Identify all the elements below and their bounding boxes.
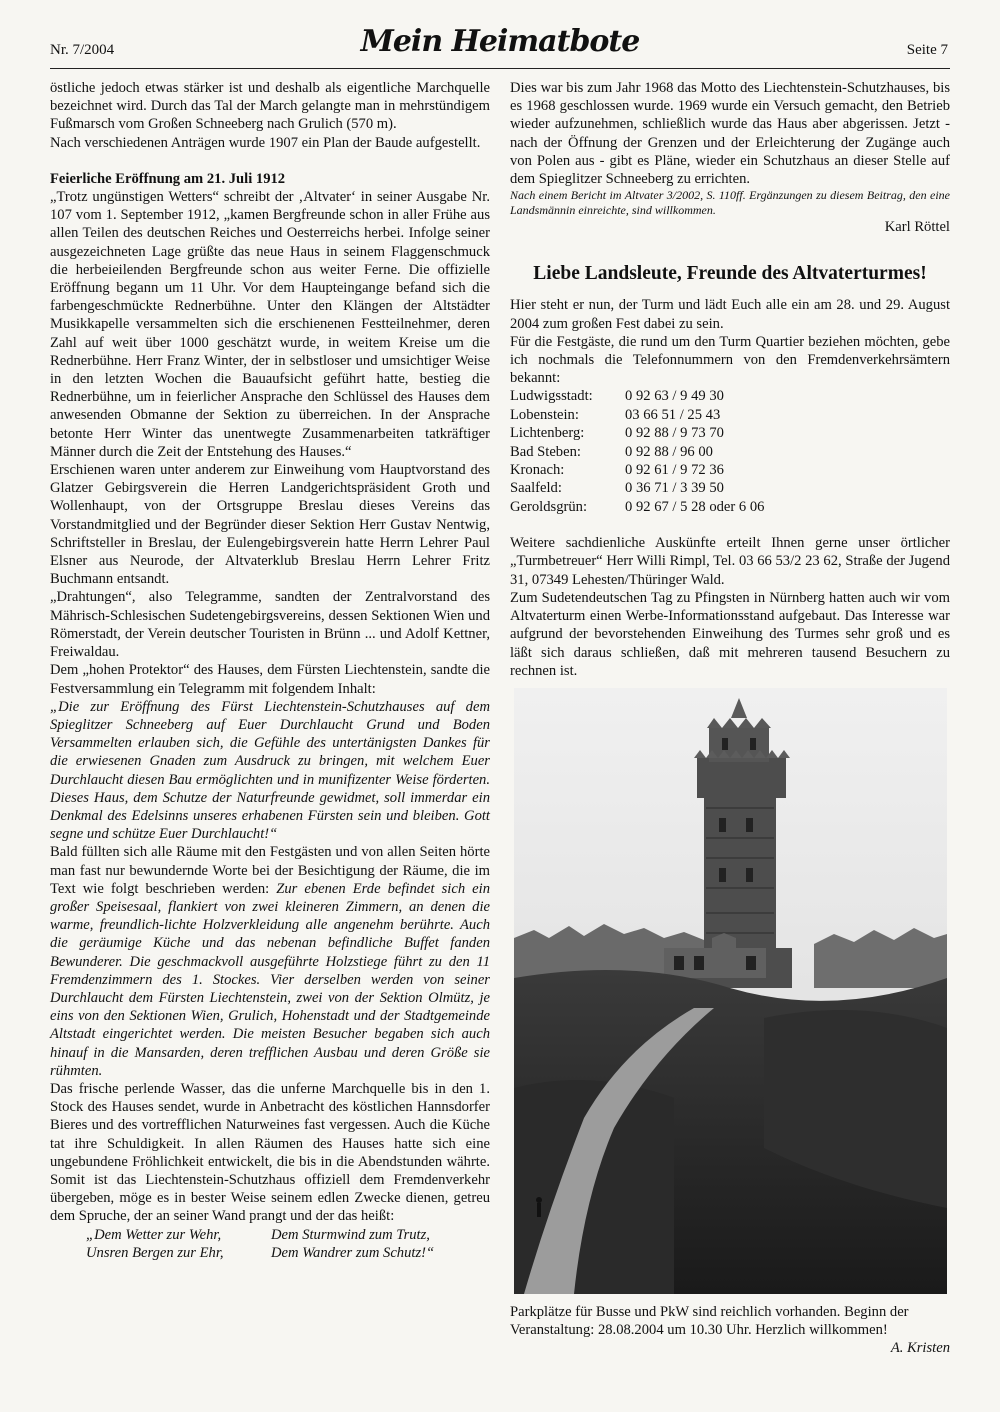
paragraph: Dies war bis zum Jahr 1968 das Motto des Liechtenstein-Schutzhauses, bis es 1968 geschlossen wurde. 1969 wurde ein Versuch gemacht, den Betrieb wieder aufzunehmen, schließlich wurde das Haus aber abgerissen. Jetzt - nach der Öffnung der Grenzen und der Erleichterung der Zugänge auch von Polen aus - gibt es Pläne, wieder ein Schutzhaus an dieser Stelle auf dem Spieglitzer Schneeberg zu errichten. <box>510 80 950 188</box>
phone-row <box>510 424 764 442</box>
phone-row <box>510 461 764 479</box>
phone-city: Lobenstein: <box>510 406 579 423</box>
paragraph-text: Bald füllten sich alle Räume mit den Festgästen und von allen Seiten hörte man fast nur bewundernde Worte bei der Besichtigung der Räume, die im Text wie folgt beschrieben werden: <box>50 844 490 897</box>
phone-city: Saalfeld: <box>510 480 562 497</box>
paragraph: östliche jedoch etwas stärker ist und deshalb als eigentliche Marchquelle bezeichnet wird. Durch das Tal der March gelangte man in mehrstündigem Fußmarsch vom Großen Schneeberg nach Grulich (570 m). <box>50 80 490 133</box>
paragraph: Nach verschiedenen Anträgen wurde 1907 ein Plan der Baude aufgestellt. <box>50 134 481 151</box>
poem-line: Dem Sturmwind zum Trutz, <box>271 1226 430 1243</box>
source-note: Nach einem Bericht im Altvater 3/2002, S. 110ff. Ergänzungen zu diesem Beitrag, den eine Landsmännin einreichte, sind willkommen. <box>510 188 950 218</box>
poem-line: Unsren Bergen zur Ehr, <box>86 1244 224 1261</box>
author-signature: A. Kristen <box>890 1340 950 1356</box>
header-divider <box>50 68 950 69</box>
paragraph: Erschienen waren unter anderem zur Einweihung vom Hauptvorstand des Glatzer Gebirgsverein die Herren Landgerichtspräsident Groth und Wollenhaupt, von der Ortsgruppe Breslau dieses Vereins das Vorstandmitglied und der Begründer dieser Sektion Herr Gustav Nentwig, Schriftsteller in Breslau, der Eulengebirgsverein hatte Herrn Lehrer Paul Elsner aus Neurode, der Altvaterklub Breslau Herrn Lehrer Fritz Buchmann entsandt. <box>50 462 490 588</box>
paragraph: Hier steht er nun, der Turm und lädt Euch alle ein am 28. und 29. August 2004 zum großen Fest dabei zu sein. <box>510 297 950 332</box>
phone-city: Bad Steben: <box>510 443 581 460</box>
masthead-logo: Mein Heimatbote <box>360 24 640 59</box>
phone-number: 0 92 88 / 96 00 <box>625 443 713 460</box>
phone-list <box>510 387 764 516</box>
issue-number: Nr. 7/2004 <box>50 42 115 58</box>
motto-poem <box>86 1226 490 1262</box>
phone-row <box>510 387 764 405</box>
section-heading: Feierliche Eröffnung am 21. Juli 1912 <box>50 170 286 187</box>
phone-city: Kronach: <box>510 462 565 479</box>
paragraph <box>50 843 490 1080</box>
phone-city: Geroldsgrün: <box>510 498 588 515</box>
phone-row <box>510 479 764 497</box>
photo-caption <box>510 1303 950 1357</box>
author-signature: Karl Röttel <box>884 219 950 236</box>
left-column <box>50 79 490 1262</box>
phone-number: 0 36 71 / 3 39 50 <box>625 480 724 497</box>
poem-line: Dem Wandrer zum Schutz!“ <box>271 1244 435 1261</box>
tower-illustration <box>514 688 947 1294</box>
phone-city: Lichtenberg: <box>510 425 585 442</box>
poem-line: „Dem Wetter zur Wehr, <box>86 1226 222 1243</box>
phone-row <box>510 498 764 516</box>
phone-number: 0 92 63 / 9 49 30 <box>625 388 724 405</box>
paragraph: Das frische perlende Wasser, das die unferne Marchquelle bis in den 1. Stock des Hauses sendet, wurde in Anbetracht des köstlichen Hannsdorfer Bieres und des vortrefflichen Naturweines fast vergessen. Auch die Küche tat ihre Schuldigkeit. In allen Räumen des Hauses hatte sich eine ungebundene Fröhlichkeit entwickelt, die bis in die Abendstunden währte. Somit ist das Liechtenstein-Schutzhaus offiziell dem Fremdenverkehr übergeben, möge es in bester Weise seinem edlen Zwecke dienen, getreu dem Spruche, der an seiner Wand prangt und der das heißt: <box>50 1080 490 1225</box>
phone-number: 0 92 67 / 5 28 oder 6 06 <box>625 498 765 515</box>
phone-number: 0 92 88 / 9 73 70 <box>625 425 724 442</box>
phone-number: 03 66 51 / 25 43 <box>625 406 721 423</box>
phone-number: 0 92 61 / 9 72 36 <box>625 462 724 479</box>
phone-city: Ludwigsstadt: <box>510 388 593 405</box>
paragraph: Zum Sudetendeutschen Tag zu Pfingsten in Nürnberg hatten auch wir vom Altvaterturm einen Werbe-Informationsstand aufgebaut. Das Interesse war aufgrund der bevorstehenden Einweihung des Turmes sehr groß und es läßt sich daraus schließen, daß mit mehreren tausend Besuchern zu rechnen ist. <box>510 589 950 679</box>
room-description: Zur ebenen Erde befindet sich ein großer Speisesaal, flankiert von zwei kleineren Zimmern, an denen die warme, freundlich-lichte Holzverkleidung alle angenehm berührte. Auch die geräumige Küche und das nebenan befindliche Buffet fanden Bewunderer. Die geschmackvoll ausgeführte Holzstiege führt zu den 11 Fremdenzimmern des 1. Stockes. Vier derselben werden von seiner Durchlaucht dem Fürsten Liechtenstein, zwei von der Sektion Olmütz, je eins von den Sektionen Wien, Grulich, Hohenstadt und der Stadtgemeinde Altstadt eingerichtet werden. Die meisten Besucher begaben sich auch hinauf in die Mansarden, deren trefflichen Ausbau und deren Größe sie rühmten. <box>50 880 490 1079</box>
telegram-quote: „Die zur Eröffnung des Fürst Liechtenstein-Schutzhauses auf dem Spieglitzer Schneeberg auf Euer Durchlaucht Grund und Boden Versammelten erlauben sich, die Gefühle des untertänigsten Dankes für die erwiesenen Gnaden zum Ausdruck zu bringen, mit welchem Euer Durchlaucht diesen Bau ermöglichten und in munifizenter Weise förderten. Dieses Haus, dem Schutze der Naturfreunde gewidmet, soll immerdar ein Denkmal des Edelsinns unseres erhabenen Fürsten sein und bleiben. Gott segne und schütze Euer Durchlaucht!“ <box>50 698 490 843</box>
phone-row <box>510 443 764 461</box>
caption-text: Parkplätze für Busse und PkW sind reichlich vorhanden. Beginn der Veranstaltung: 28.08.2004 um 10.30 Uhr. Herzlich willkommen! <box>510 1304 909 1338</box>
tower-photo <box>514 688 947 1294</box>
right-column <box>510 79 950 680</box>
paragraph: Weitere sachdienliche Auskünfte erteilt Ihnen gerne unser örtlicher „Turmbetreuer“ Herr Willi Rimpl, Tel. 03 66 53/2 23 62, Straße der Jugend 31, 07349 Lehesten/Thüringer Wald. <box>510 535 950 588</box>
paragraph: Für die Festgäste, die rund um den Turm Quartier beziehen möchten, gebe ich nochmals die Telefonnummern von den Fremdenverkehrsämtern bekannt: <box>510 333 950 387</box>
page-number: Seite 7 <box>906 42 948 58</box>
paragraph: „Drahtungen“, also Telegramme, sandten der Zentralvorstand des Mährisch-Schlesischen Sudetengebirgsvereins, dessen Sektionen Wien und Römerstadt, der Verein deutscher Touristen in Brünn ... und Adolf Kettner, Freiwaldau. <box>50 589 490 661</box>
paragraph: „Trotz ungünstigen Wetters“ schreibt der ‚Altvater‘ in seiner Ausgabe Nr. 107 vom 1. September 1912, „kamen Bergfreunde schon in aller Frühe aus allen Teilen des deutschen Reiches und Oesterreichs herbei. Infolge seiner ausgezeichneten Lage grüßte das neue Haus in seinem Flaggenschmuck die herbeieilenden Bergfreunde schon aus weiter Ferne. Die offizielle Eröffnung begann um 11 Uhr. Vor dem Haupteingange befand sich die farbengeschmückte Rednerbühne. Unter den Klängen der Altstädter Musikkapelle versammelten sich die erschienenen Festteilnehmer, deren Zahl auf weit über 1000 geschätzt wurde, in weitem Kreise um die Rednerbühne. Herr Franz Winter, der in selbstloser und umsichtiger Weise in den letzten Wochen die Bauaufsicht geführt hatte, bestieg die Rednerbühne, um in feierlicher Ansprache den Schlüssel des Hauses dem anwesenden Obmanne der Sektion zu überreichen. In der Ansprache betonte Herr Winter das unentwegte Zusammenarbeiten tatkräftiger Männer durch die Zeit der Entstehung des Hauses.“ <box>50 189 490 460</box>
phone-row <box>510 406 764 424</box>
paragraph: Dem „hohen Protektor“ des Hauses, dem Fürsten Liechtenstein, sandte die Festversammlung ein Telegramm mit folgendem Inhalt: <box>50 662 490 697</box>
appeal-heading: Liebe Landsleute, Freunde des Altvaterturmes! <box>533 263 927 285</box>
